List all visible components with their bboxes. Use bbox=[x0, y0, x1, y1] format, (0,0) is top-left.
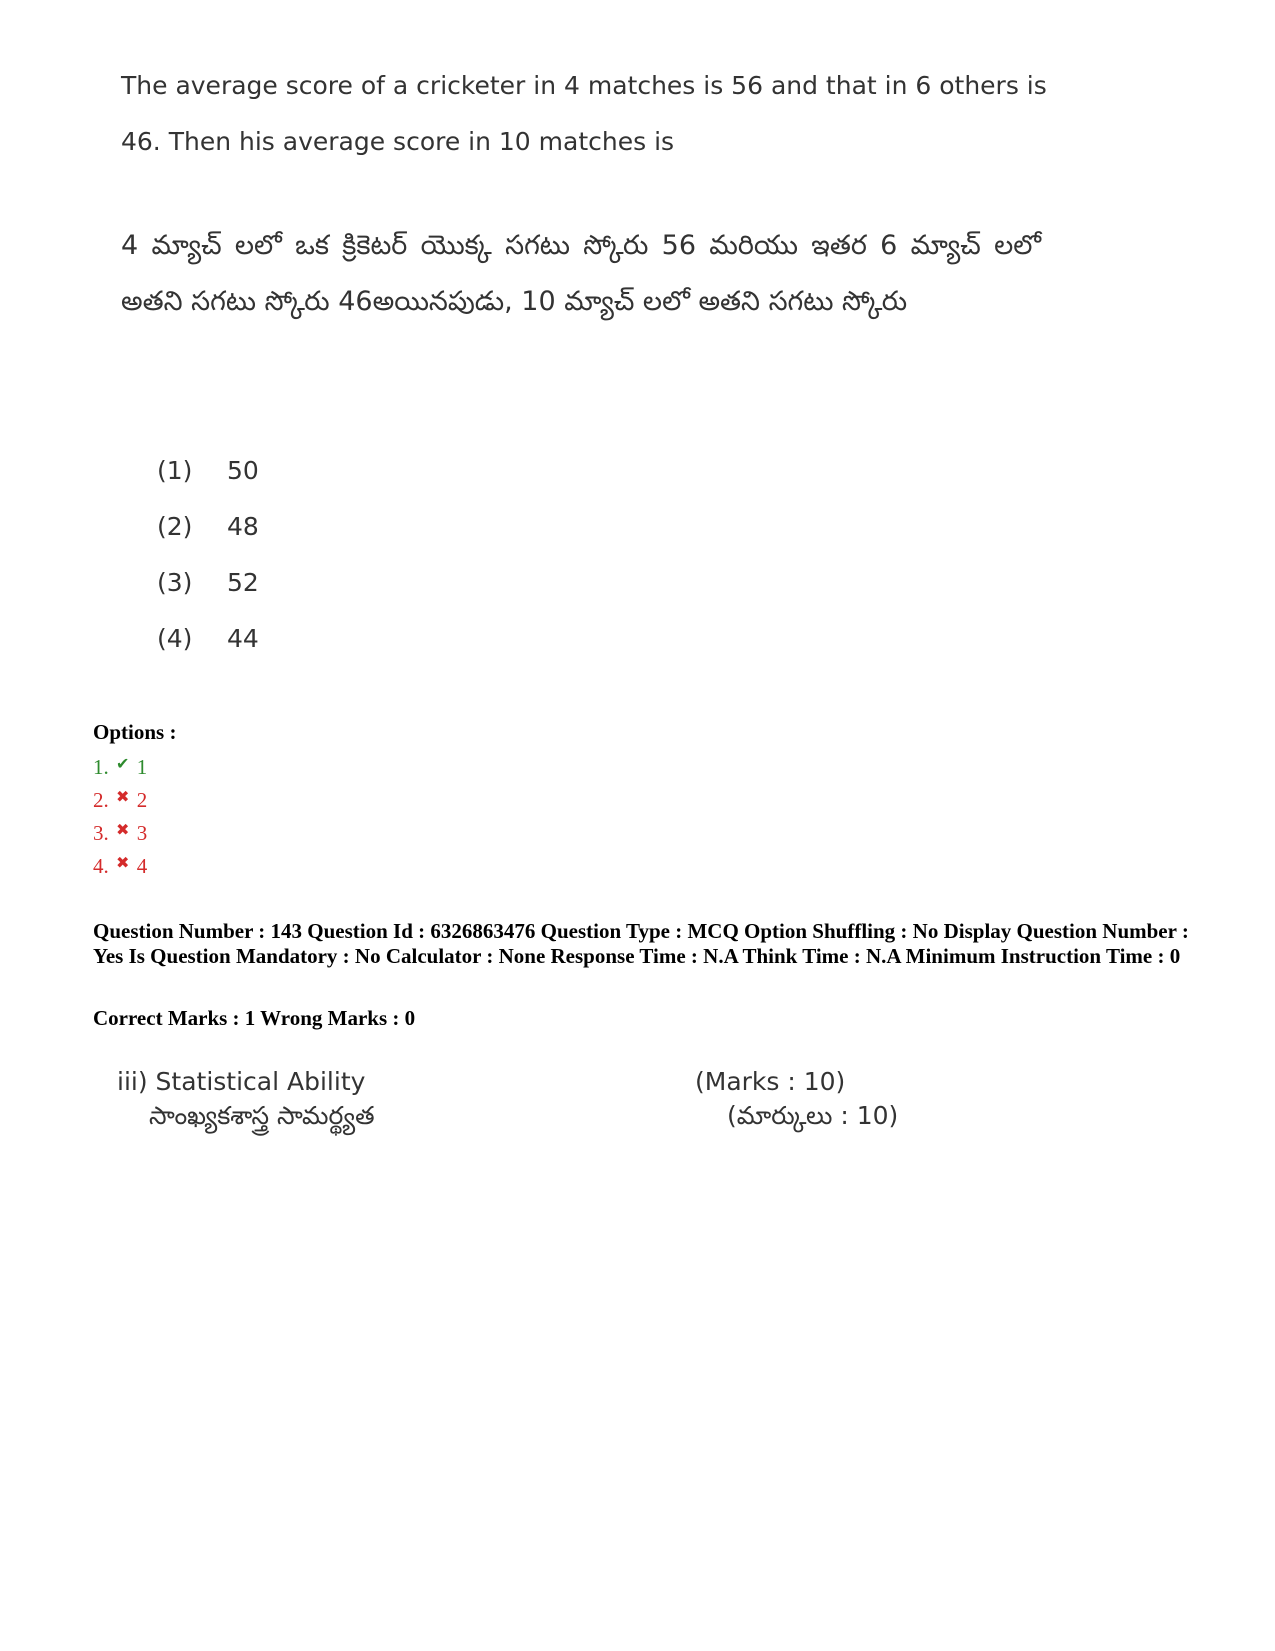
question-text-telugu: 4 మ్యాచ్ లలో ఒక క్రికెటర్ యొక్క సగటు స్కోరు 56 మరియు ఇతర 6 మ్యాచ్ లలో అతని సగటు స్కోరు 46అయినపుడు, 10 మ్యాచ్ లలో అతని సగటు స్కోరు bbox=[121, 230, 1041, 317]
option-value: 2 bbox=[136, 788, 148, 812]
choice-value: 48 bbox=[227, 511, 259, 541]
choice-item bbox=[157, 498, 259, 554]
cross-icon: ✖ bbox=[116, 788, 130, 806]
section-title-english: iii) Statistical Ability bbox=[117, 1066, 366, 1096]
question-metadata: Question Number : 143 Question Id : 6326863476 Question Type : MCQ Option Shuffling : No Display Question Number : Yes Is Question Mandatory : No Calculator : None Response Time : N.A Think Time : N.A Minimum Instruction Time : 0 bbox=[93, 919, 1189, 968]
option-item bbox=[93, 784, 176, 817]
choice-number: (2) bbox=[157, 511, 193, 541]
choice-number: (4) bbox=[157, 623, 193, 653]
check-icon: ✔ bbox=[116, 755, 130, 773]
section-header bbox=[117, 1062, 1017, 1138]
section-marks-english: (Marks : 10) bbox=[695, 1066, 846, 1096]
option-index: 2. bbox=[93, 788, 109, 812]
option-value: 4 bbox=[136, 854, 148, 878]
option-index: 4. bbox=[93, 854, 109, 878]
section-marks-telugu: (మార్కులు : 10) bbox=[727, 1101, 899, 1130]
section-title-telugu: సాంఖ్యకశాస్త్ర సామర్థ్యత bbox=[149, 1101, 375, 1130]
options-list bbox=[93, 720, 176, 883]
cross-icon: ✖ bbox=[116, 854, 130, 872]
choice-value: 52 bbox=[227, 567, 259, 597]
choice-number: (1) bbox=[157, 455, 193, 485]
option-item bbox=[93, 817, 176, 850]
question-text-english: The average score of a cricketer in 4 matches is 56 and that in 6 others is 46. Then his average score in 10 matches is bbox=[121, 71, 1047, 156]
option-item bbox=[93, 751, 176, 784]
choice-value: 44 bbox=[227, 623, 259, 653]
option-item bbox=[93, 850, 176, 883]
option-index: 3. bbox=[93, 821, 109, 845]
option-value: 1 bbox=[136, 755, 148, 779]
options-title: Options : bbox=[93, 720, 177, 744]
cross-icon: ✖ bbox=[116, 821, 130, 839]
choice-number: (3) bbox=[157, 567, 193, 597]
choice-item bbox=[157, 442, 259, 498]
answer-choices bbox=[157, 442, 259, 666]
option-index: 1. bbox=[93, 755, 109, 779]
option-value: 3 bbox=[136, 821, 148, 845]
choice-item bbox=[157, 554, 259, 610]
choice-value: 50 bbox=[227, 455, 259, 485]
marks-info: Correct Marks : 1 Wrong Marks : 0 bbox=[93, 1006, 416, 1030]
choice-item bbox=[157, 610, 259, 666]
